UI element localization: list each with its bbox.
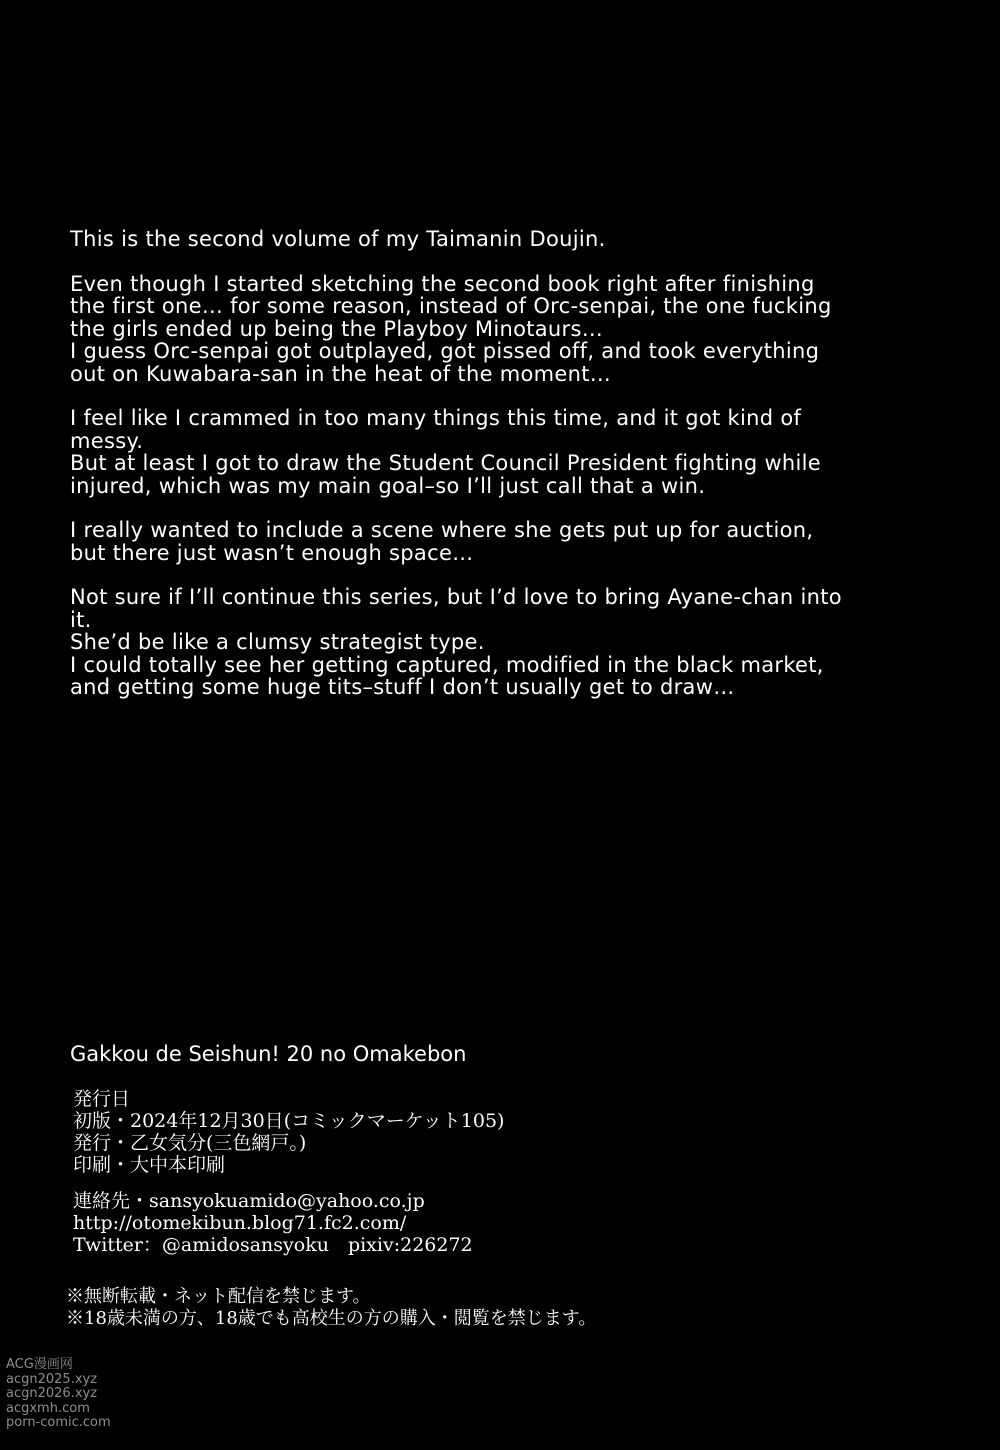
contact-info	[73, 1190, 473, 1256]
text-line: and getting some huge tits–stuff I don’t usually get to draw…	[70, 675, 735, 699]
text-line: injured, which was my main goal–so I’ll just call that a win.	[70, 473, 706, 498]
watermark-line: acgn2026.xyz	[6, 1386, 98, 1401]
watermark-line: porn-comic.com	[6, 1415, 111, 1430]
afterword-paragraph-1	[70, 228, 950, 251]
text-line: But at least I got to draw the Student Council President fighting while	[70, 451, 822, 475]
afterword-paragraph-5	[70, 586, 950, 699]
colophon-printer: 印刷・大中本印刷	[73, 1154, 226, 1176]
colophon-first-edition: 初版・2024年12月30日(コミックマーケット105)	[73, 1110, 505, 1132]
watermark-line: ACG漫画网	[6, 1357, 73, 1372]
text-line: She’d be like a clumsy strategist type.	[70, 630, 485, 654]
afterword-paragraph-2	[70, 273, 950, 386]
text-line: Not sure if I’ll continue this series, but I’d love to bring Ayane-chan into	[70, 585, 842, 609]
colophon	[73, 1088, 504, 1176]
text-line: the girls ended up being the Playboy Minotaurs…	[70, 316, 603, 341]
afterword-paragraph-3	[70, 407, 950, 497]
contact-social: Twitter：@amidosansyoku pixiv:226272	[73, 1234, 473, 1256]
text-line: the first one… for some reason, instead of Orc-senpai, the one fucking	[70, 294, 832, 318]
text-line: it.	[70, 607, 92, 632]
text-line: Even though I started sketching the second book right after finishing	[70, 271, 815, 296]
book-title: Gakkou de Seishun! 20 no Omakebon	[70, 1042, 467, 1066]
text-line: out on Kuwabara-san in the heat of the moment…	[70, 361, 612, 386]
colophon-issue-date-label: 発行日	[73, 1088, 131, 1110]
text-line: I really wanted to include a scene where she gets put up for auction,	[70, 518, 814, 542]
contact-email: 連絡先・sansyokuamido@yahoo.co.jp	[73, 1190, 425, 1212]
text-line: I feel like I crammed in too many things this time, and it got kind of	[70, 406, 802, 430]
watermark	[6, 1358, 111, 1431]
legal-notices	[66, 1286, 596, 1330]
text-line: but there just wasn’t enough space…	[70, 540, 474, 565]
text-line: messy.	[70, 428, 144, 453]
watermark-line: acgxmh.com	[6, 1400, 90, 1416]
text-line: I guess Orc-senpai got outplayed, got pissed off, and took everything	[70, 339, 820, 363]
colophon-publisher: 発行・乙女気分(三色網戸。)	[73, 1132, 307, 1154]
contact-website: http://otomekibun.blog71.fc2.com/	[73, 1212, 407, 1234]
text-line: This is the second volume of my Taimanin Doujin.	[70, 227, 606, 251]
notice-age-restriction: ※18歳未満の方、18歳でも高校生の方の購入・閲覧を禁じます。	[66, 1308, 597, 1329]
afterword-text	[70, 228, 950, 721]
text-line: I could totally see her getting captured, modified in the black market,	[70, 652, 824, 677]
watermark-line: acgn2025.xyz	[6, 1371, 98, 1387]
notice-no-reproduction: ※無断転載・ネット配信を禁じます。	[66, 1286, 371, 1307]
afterword-paragraph-4	[70, 519, 950, 564]
